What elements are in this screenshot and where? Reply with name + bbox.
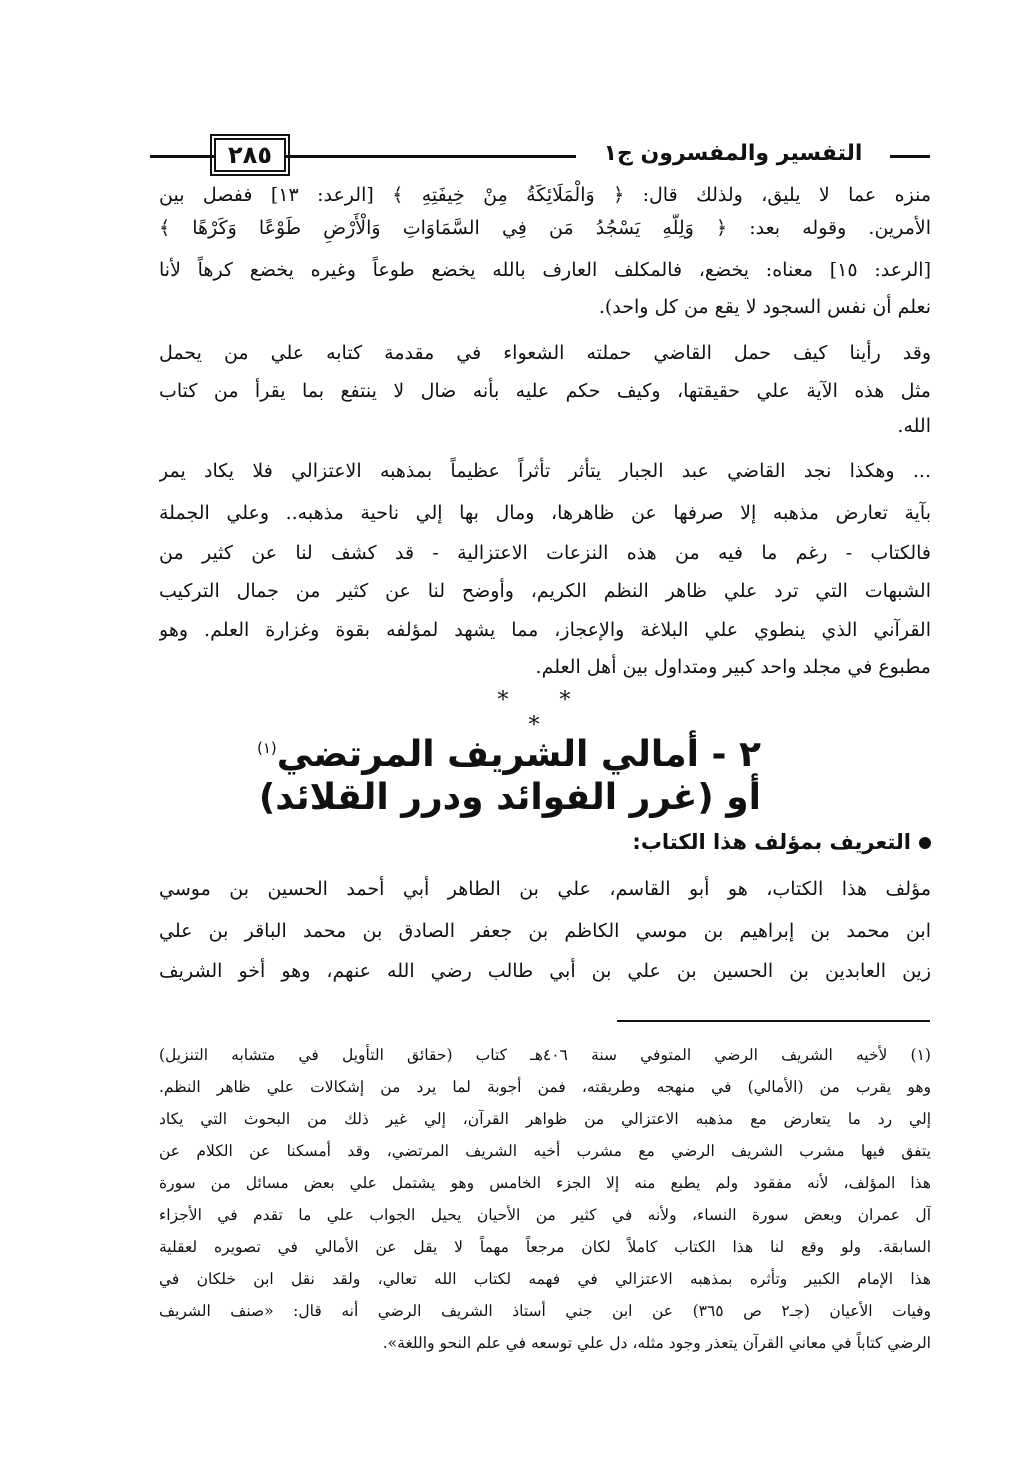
section-heading [159,826,931,858]
body-line: نعلم أن نفس السجود لا يقع من كل واحد). [598,296,931,318]
footnote-line: إلي رد ما يتعارض مع مذهبه الاعتزالي من ظواهر القرآن، إلي غير ذلك من البحوث التي يكاد [159,1110,931,1128]
running-header [150,136,930,176]
body-line: فالكتاب - رغم ما فيه من هذه النزعات الاعتزالية - قد كشف لنا عن كثير من [159,542,931,564]
chapter-title-line: ٢ - أمالي الشريف المرتضي [276,734,761,775]
body-line: ابن محمد بن إبراهيم بن موسي الكاظم بن جعفر الصادق بن محمد الباقر بن علي [159,920,931,942]
footnote-line: وفيات الأعيان (جـ٢ ص ٣٦٥) عن ابن جني أستاذ الشريف الرضي أنه قال: «صنف الشريف [159,1302,931,1320]
section-heading-text: التعريف بمؤلف هذا الكتاب: [632,830,911,854]
body-line: الله. [897,415,931,437]
footnote-rule [617,1020,930,1022]
body-line: مؤلف هذا الكتاب، هو أبو القاسم، علي بن الطاهر أبي أحمد الحسين بن موسي [159,878,931,900]
footnote-line: الرضي كتاباً في معاني القرآن يتعذر وجود مثله، دل علي توسعه في علم النحو واللغة». [382,1334,931,1352]
header-rule [150,155,214,158]
footnote-line: هذا الإمام الكبير وتأثره بمذهبه الاعتزالي في فهمه لكتاب الله تعالي، ولقد نقل ابن خلكان في [159,1270,931,1288]
chapter-title [257,724,761,779]
body-line: الشبهات التي ترد علي ظاهر النظم الكريم، وأوضح لنا عن كثير من جمال التركيب [159,580,931,602]
footnote-line: (١) لأخيه الشريف الرضي المتوفي سنة ٤٠٦هـ كتاب (حقائق التأويل في متشابه التنزيل) [159,1046,931,1064]
chapter-subtitle: أو (غرر الفوائد ودرر القلائد) [258,777,761,818]
body-line: مطبوع في مجلد واحد كبير ومتداول بين أهل العلم. [535,656,931,678]
running-title: التفسير والمفسرون ج١ [603,141,863,166]
bullet-icon [919,837,931,849]
body-line: وقد رأينا كيف حمل القاضي حملته الشعواء في مقدمة كتابه علي من يحمل [159,342,931,364]
footnote-line: هذا المؤلف، لأنه مفقود ولم يطبع منه إلا الجزء الخامس وهو يشتمل علي بعض مسائل من سورة [159,1174,931,1192]
section-separator: * * * [497,688,593,738]
body-line: مثل هذه الآية علي حقيقتها، وكيف حكم عليه بأنه ضال لا ينتفع بما يقرأ من كتاب [159,380,931,402]
footnote-line: السابقة. ولو وقع لنا هذا الكتاب كاملاً لكان مرجعاً مهماً لا يقل عن الأمالي في تصويره لعقلية [159,1238,931,1256]
footnote-line: يتفق فيها مشرب الشريف الرضي مع مشرب أخيه الشريف المرتضي، وقد أمسكنا عن الكلام عن [159,1142,931,1160]
body-line: القرآني الذي ينطوي علي البلاغة والإعجاز، مما يشهد لمؤلفه بقوة وغزارة العلم. وهو [159,619,931,641]
footnote-line: آل عمران وبعض سورة النساء، ولأنه في كثير من الأحيان يحيل الجواب علي ما تقدم في الأجزاء [159,1206,931,1224]
footnote-line: وهو يقرب من (الأمالي) في منهجه وطريقته، فمن أجوبة لما يرد من إشكالات علي ظاهر النظم. [159,1078,931,1096]
body-line: [الرعد: ١٥] معناه: يخضع، فالمكلف العارف بالله يخضع طوعاً وغيره يخضع كرهاً لأنا [159,259,931,281]
body-line: الأمرين. وقوله بعد: ﴿ وَلِلَّهِ يَسْجُدُ مَن فِي السَّمَاوَاتِ وَالْأَرْضِ طَوْعًا وَكَرْهًا ﴾ [159,217,931,239]
page-number: ٢٨٥ [214,138,286,172]
header-rule [890,155,930,158]
body-line: منزه عما لا يليق، ولذلك قال: ﴿ وَالْمَلَائِكَةُ مِنْ خِيفَتِهِ ﴾ [الرعد: ١٣] ففصل بين [159,184,931,206]
body-line: زين العابدين بن الحسين بن علي بن أبي طالب رضي الله عنهم، وهو أخو الشريف [159,960,931,982]
body-line: بآية تعارض مذهبه إلا صرفها عن ظاهرها، ومال بها إلي ناحية مذهبه.. وعلي الجملة [159,502,931,524]
header-rule [286,155,576,158]
footnote-reference: (١) [257,739,277,757]
body-line: ... وهكذا نجد القاضي عبد الجبار يتأثر تأثراً عظيماً بمذهبه الاعتزالي فلا يكاد يمر [159,460,931,482]
